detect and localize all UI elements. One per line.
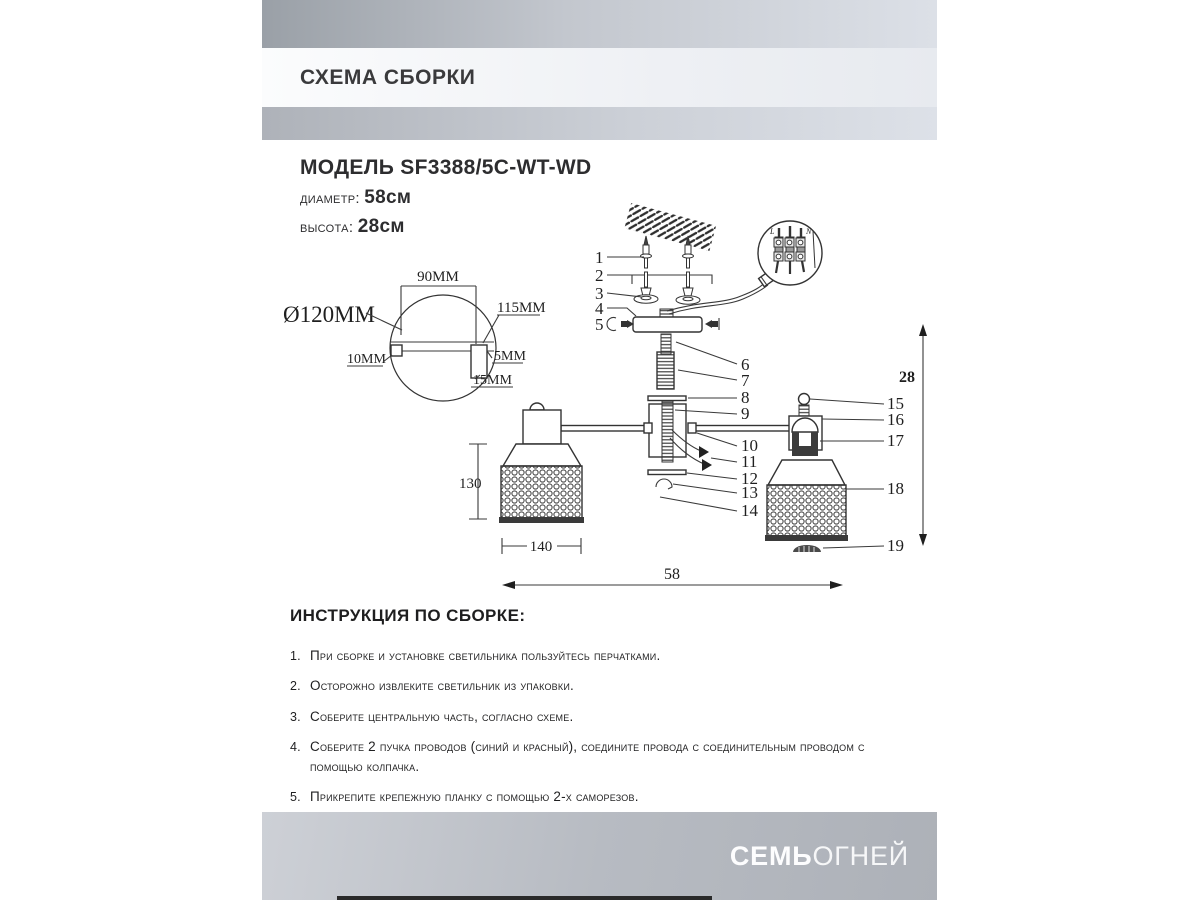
dim-115mm: 115MM	[497, 300, 546, 316]
dim-140: 140	[529, 539, 553, 555]
callout-19: 19	[887, 536, 904, 555]
callout-5: 5	[595, 315, 604, 334]
dim-15mm: 15MM	[473, 373, 512, 388]
callout-14: 14	[741, 501, 758, 520]
dim-dia120mm: Ø120MM	[283, 302, 376, 327]
callout-1: 1	[595, 248, 604, 267]
dim-130: 130	[459, 476, 482, 492]
down-rod	[657, 334, 674, 389]
header-band	[262, 48, 937, 107]
terminal-l-label: L	[770, 227, 775, 236]
bottom-bar	[337, 896, 712, 900]
callout-9: 9	[741, 404, 750, 423]
callout-15: 15	[887, 394, 904, 413]
callout-8: 8	[741, 388, 750, 407]
dim-10mm: 10MM	[347, 352, 386, 367]
model-diameter: диаметр: 58см	[300, 187, 412, 208]
callout-12: 12	[741, 469, 758, 488]
model-height: высота: 28см	[300, 216, 405, 237]
callout-18: 18	[887, 479, 904, 498]
instruction-item-5: 5. Прикрепите крепежную планку с помощью 2-х саморезов.	[290, 789, 639, 805]
model-name: МОДЕЛЬ SF3388/5C-WT-WD	[300, 156, 592, 179]
instructions-title: ИНСТРУКЦИЯ ПО СБОРКЕ:	[290, 606, 526, 625]
instruction-item-3: 3. Соберите центральную часть, согласно схеме.	[290, 708, 574, 724]
terminal-detail	[758, 221, 822, 285]
right-lamp-exploded	[765, 394, 848, 553]
instruction-item-2: 2. Осторожно извлеките светильник из упаковки.	[290, 678, 574, 694]
canopy-dimension-detail	[283, 269, 546, 401]
callout-16: 16	[887, 410, 904, 429]
instruction-item-4: 4. Соберите 2 пучка проводов (синий и красный), соедините провода с соединительным проводом с помощью колпачка.	[290, 738, 865, 774]
dim-28: 28	[899, 369, 915, 386]
page-title: СХЕМА СБОРКИ	[300, 65, 476, 89]
callout-3: 3	[595, 284, 604, 303]
terminal-n-label: N	[806, 227, 812, 236]
callout-11: 11	[741, 452, 758, 471]
c-clip	[607, 318, 616, 331]
header-band-top	[262, 0, 937, 48]
dim-5mm: 5MM	[494, 349, 526, 364]
footer-band	[262, 812, 937, 900]
callout-17: 17	[887, 431, 904, 450]
assembly-diagram	[280, 185, 940, 610]
dim-58: 58	[664, 566, 680, 583]
instruction-item-1: 1. При сборке и установке светильника пользуйтесь перчатками.	[290, 648, 661, 663]
callout-10: 10	[741, 436, 758, 455]
brand-logo: СЕМЬОГНЕЙ	[729, 840, 909, 871]
canopy-plate	[607, 309, 719, 332]
callout-13: 13	[741, 483, 758, 502]
callout-2: 2	[595, 266, 604, 285]
header-band-bottom	[262, 107, 937, 140]
anchor-screws	[634, 272, 700, 304]
callout-numbers	[595, 248, 905, 555]
callout-7: 7	[741, 371, 750, 390]
dim-90mm: 90MM	[417, 269, 459, 285]
callout-6: 6	[741, 355, 750, 374]
callout-4: 4	[595, 299, 604, 318]
ceiling-hatch	[624, 203, 716, 251]
